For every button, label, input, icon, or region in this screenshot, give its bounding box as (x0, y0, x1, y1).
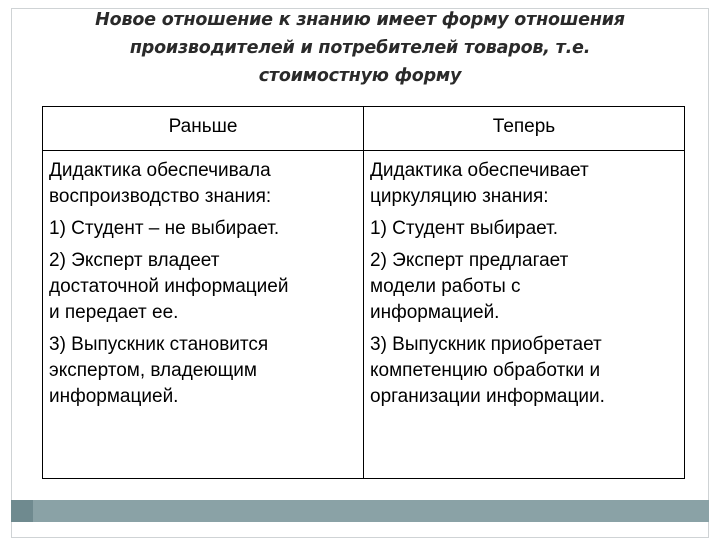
now-line: компетенцию обработки и (370, 360, 601, 381)
table-header-row (43, 107, 685, 151)
now-line: организации информации. (370, 386, 605, 407)
before-line: экспертом, владеющим (49, 360, 257, 381)
table-row (43, 151, 685, 479)
before-line: информацией. (49, 386, 179, 407)
title-line-3: стоимостную форму (258, 66, 462, 86)
bottom-decor-bar (11, 500, 709, 522)
before-line: воспроизводство знания: (49, 186, 272, 207)
now-line: 3) Выпускник приобретает (370, 334, 602, 355)
now-line: 2) Эксперт предлагает (370, 250, 569, 271)
before-line: и передает ее. (49, 302, 179, 323)
slide-title (20, 6, 700, 90)
now-line: циркуляцию знания: (370, 186, 549, 207)
header-before: Раньше (43, 107, 364, 151)
cell-now (364, 151, 685, 479)
title-line-1: Новое отношение к знанию имеет форму отношения (95, 10, 625, 30)
before-line: 2) Эксперт владеет (49, 250, 220, 271)
before-line: Дидактика обеспечивала (49, 160, 271, 181)
bottom-decor-square (11, 500, 33, 522)
now-line: Дидактика обеспечивает (370, 160, 589, 181)
header-now: Теперь (364, 107, 685, 151)
before-line: 1) Студент – не выбирает. (49, 218, 280, 239)
before-line: достаточной информацией (49, 276, 289, 297)
comparison-table (42, 106, 685, 479)
before-line: 3) Выпускник становится (49, 334, 269, 355)
title-line-2: производителей и потребителей товаров, т.е. (129, 38, 591, 58)
now-line: модели работы с (370, 276, 521, 297)
cell-before (43, 151, 364, 479)
now-line: информацией. (370, 302, 500, 323)
now-line: 1) Студент выбирает. (370, 218, 558, 239)
